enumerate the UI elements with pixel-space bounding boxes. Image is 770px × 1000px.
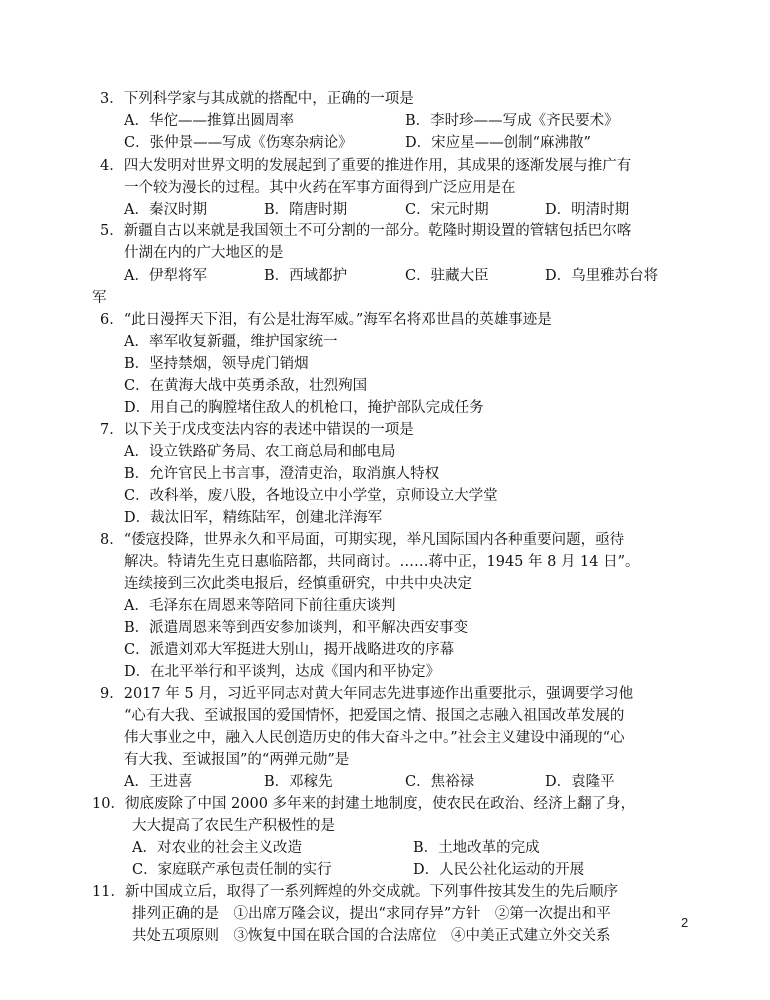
question-5-option-d-wrap: 军 xyxy=(92,290,107,306)
question-5-option-b: B．西域都护 xyxy=(264,268,348,284)
question-3-option-b: B．李时珍——写成《齐民要术》 xyxy=(405,113,619,129)
question-3-option-c: C．张仲景——写成《伤寒杂病论》 xyxy=(124,135,353,151)
question-10-option-c: C．家庭联产承包责任制的实行 xyxy=(132,862,332,878)
question-10-stem-continued: 大大提高了农民生产积极性的是 xyxy=(132,818,335,834)
question-6-option-d: D．用自己的胸膛堵住敌人的机枪口，掩护部队完成任务 xyxy=(124,400,484,416)
question-5-option-c: C．驻藏大臣 xyxy=(405,268,489,284)
question-6-option-a: A．率军收复新疆，维护国家统一 xyxy=(124,334,338,350)
question-10-option-a: A．对农业的社会主义改造 xyxy=(132,840,302,856)
question-11-stem-continued: 排列正确的是 ①出席万隆会议，提出“求同存异”方针 ②第一次提出和平 xyxy=(132,906,611,922)
question-5-stem: 5．新疆自古以来就是我国领土不可分割的一部分。乾隆时期设置的管辖包括巴尔喀 xyxy=(100,223,632,239)
question-4-stem-continued: 一个较为漫长的过程。其中火药在军事方面得到广泛应用是在 xyxy=(124,180,516,196)
question-6-stem: 6．“此日漫挥天下泪，有公是壮海军威。”海军名将邓世昌的英雄事迹是 xyxy=(100,312,552,328)
question-8-option-a: A．毛泽东在周恩来等陪同下前往重庆谈判 xyxy=(124,598,396,614)
page-number: 2 xyxy=(681,915,689,930)
question-4-option-d: D．明清时期 xyxy=(545,202,630,218)
question-7-option-a: A．设立铁路矿务局、农工商总局和邮电局 xyxy=(124,444,396,460)
question-5-option-d: D．乌里雅苏台将 xyxy=(545,268,659,284)
question-10-option-b: B．土地改革的完成 xyxy=(413,840,540,856)
question-3-stem: 3．下列科学家与其成就的搭配中，正确的一项是 xyxy=(100,91,414,107)
question-7-stem: 7．以下关于戊戌变法内容的表述中错误的一项是 xyxy=(100,422,414,438)
question-11-stem-continued-2: 共处五项原则 ③恢复中国在联合国的合法席位 ④中美正式建立外交关系 xyxy=(132,928,611,944)
question-4-option-a: A．秦汉时期 xyxy=(124,202,207,218)
question-8-option-c: C．派遣刘邓大军挺进大别山，揭开战略进攻的序幕 xyxy=(124,642,455,658)
question-4-stem: 4．四大发明对世界文明的发展起到了重要的推进作用，其成果的逐渐发展与推广有 xyxy=(100,158,632,174)
question-7-option-c: C．改科举，废八股，各地设立中小学堂，京师设立大学堂 xyxy=(124,488,498,504)
question-7-option-b: B．允许官民上书言事，澄清吏治，取消旗人特权 xyxy=(124,466,440,482)
question-9-stem-continued: “心有大我、至诚报国的爱国情怀，把爱国之情、报国之志融入祖国改革发展的 xyxy=(124,708,625,724)
question-8-stem: 8．“倭寇投降，世界永久和平局面，可期实现，举凡国际国内各种重要问题，亟待 xyxy=(100,532,625,548)
question-3-option-a: A．华佗——推算出圆周率 xyxy=(124,113,294,129)
question-5-option-a: A．伊犁将军 xyxy=(124,268,207,284)
question-5-stem-continued: 什湖在内的广大地区的是 xyxy=(124,245,284,261)
question-3-option-d: D．宋应星——创制“麻沸散” xyxy=(405,135,591,151)
question-8-stem-continued: 解决。特请先生克日惠临陪都，共同商讨。……蒋中正，1945 年 8 月 14 日”。 xyxy=(124,554,640,570)
question-9-option-c: C．焦裕禄 xyxy=(405,774,475,790)
question-6-option-c: C．在黄海大战中英勇杀敌，壮烈殉国 xyxy=(124,378,368,394)
question-6-option-b: B．坚持禁烟，领导虎门销烟 xyxy=(124,356,309,372)
question-9-stem-continued-2: 伟大事业之中，融入人民创造历史的伟大奋斗之中。”社会主义建设中涌现的“心 xyxy=(124,730,625,746)
question-10-stem: 10．彻底废除了中国 2000 多年来的封建土地制度，使农民在政治、经济上翻了身， xyxy=(92,796,636,812)
question-7-option-d: D．裁汰旧军，精练陆军，创建北洋海军 xyxy=(124,510,383,526)
question-8-stem-continued-2: 连续接到三次此类电报后，经慎重研究，中共中央决定 xyxy=(124,576,472,592)
question-8-option-b: B．派遣周恩来等到西安参加谈判，和平解决西安事变 xyxy=(124,620,469,636)
question-11-stem: 11．新中国成立后，取得了一系列辉煌的外交成就。下列事件按其发生的先后顺序 xyxy=(92,884,618,900)
question-9-option-a: A．王进喜 xyxy=(124,774,193,790)
question-9-option-b: B．邓稼先 xyxy=(264,774,333,790)
question-9-option-d: D．袁隆平 xyxy=(545,774,615,790)
question-10-option-d: D．人民公社化运动的开展 xyxy=(413,862,585,878)
question-4-option-c: C．宋元时期 xyxy=(405,202,489,218)
question-9-stem-continued-3: 有大我、至诚报国”的“两弹元勋”是 xyxy=(124,752,350,768)
question-4-option-b: B．隋唐时期 xyxy=(264,202,348,218)
question-9-stem: 9．2017 年 5 月，习近平同志对黄大年同志先进事迹作出重要批示，强调要学习他 xyxy=(100,686,634,702)
question-8-option-d: D．在北平举行和平谈判，达成《国内和平协定》 xyxy=(124,664,441,680)
